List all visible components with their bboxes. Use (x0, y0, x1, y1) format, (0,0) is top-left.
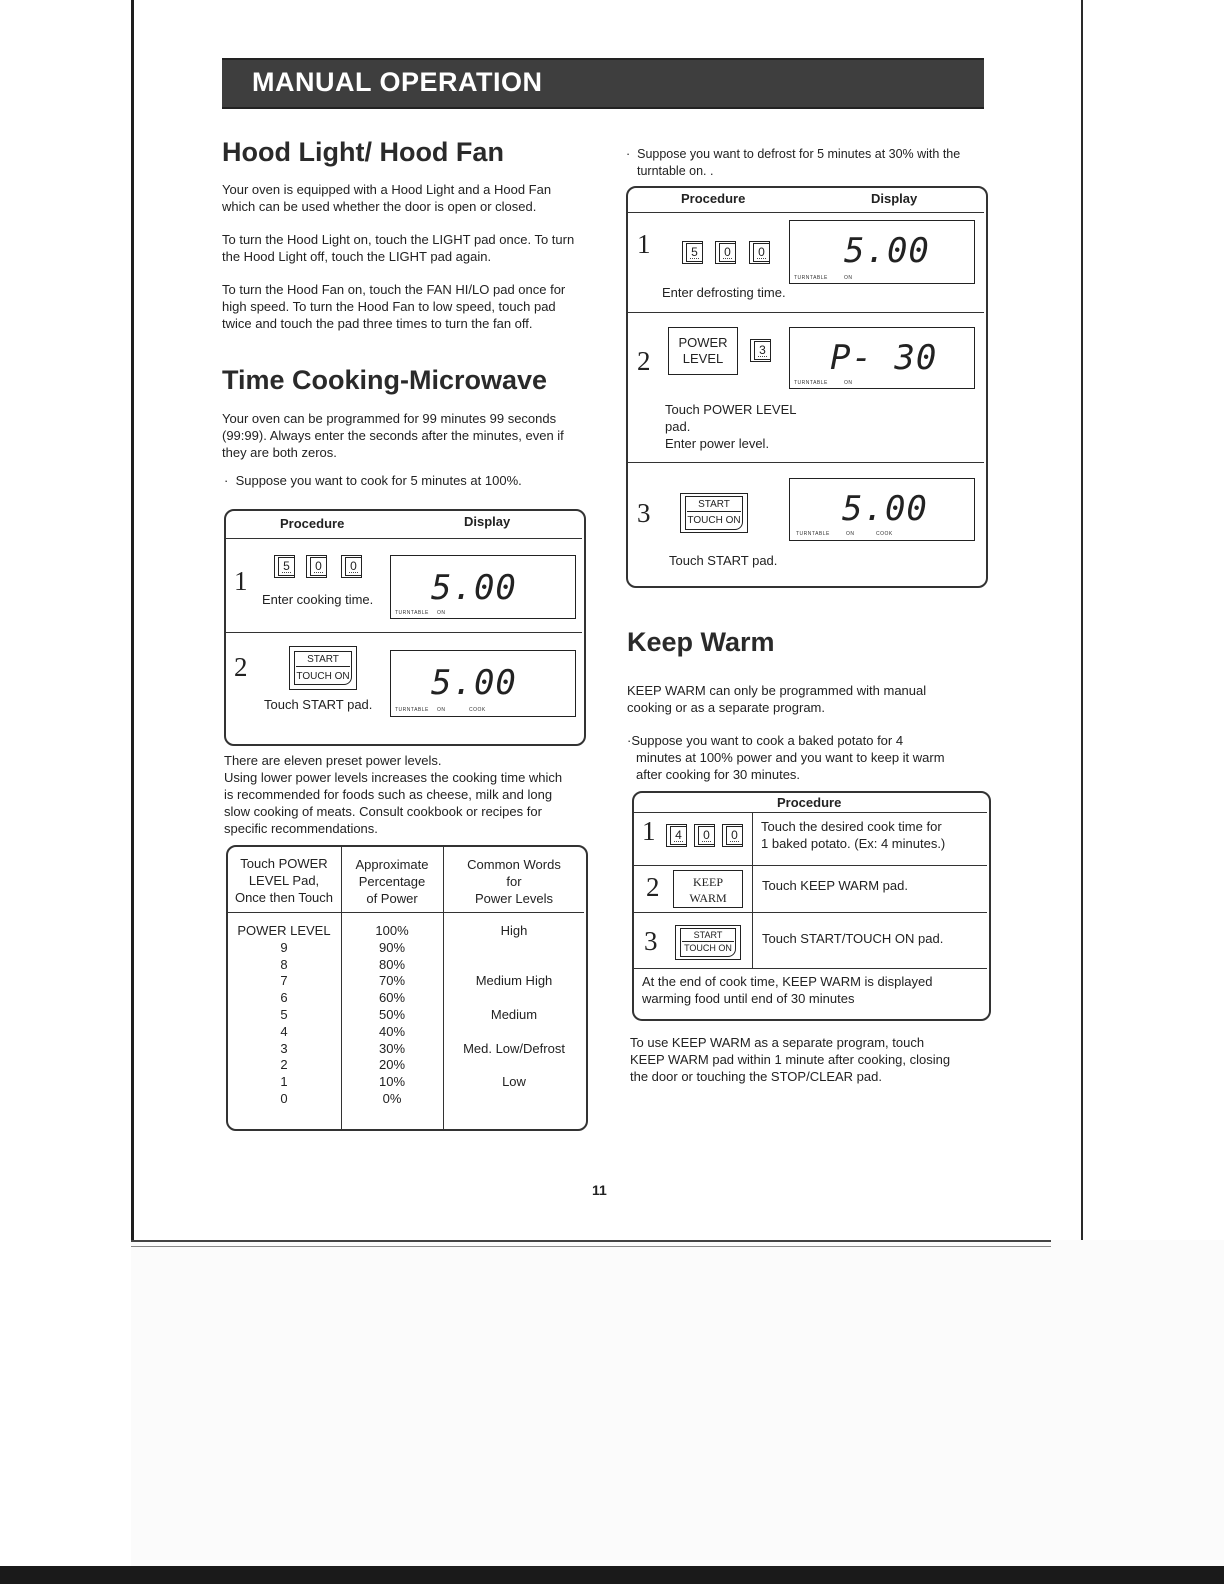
text-line: KEEP WARM pad within 1 minute after cooking, closing (630, 1052, 951, 1067)
text-line: To turn the Hood Light on, touch the LIGHT pad once. To turn (222, 232, 575, 247)
table-cell-level: 8 (280, 956, 288, 972)
keep-warm-heading: Keep Warm (627, 627, 775, 657)
scan-page-edge (131, 1240, 1051, 1242)
key-label: 0 (758, 245, 765, 259)
key-label: 0 (315, 559, 322, 573)
divider (628, 212, 984, 213)
text-line: Suppose you want to defrost for 5 minutes at 30% with the (637, 147, 961, 161)
table-cell-level: 3 (280, 1040, 288, 1056)
table-cell-level: 6 (280, 990, 288, 1006)
table-cell-level: POWER LEVEL (237, 923, 331, 938)
oven-display (789, 327, 975, 389)
pad-frame (680, 928, 736, 957)
table-cell-percentage: 80% (378, 956, 406, 972)
key-frame (722, 824, 743, 847)
power-levels-paragraph (224, 752, 586, 837)
step-number: 2 (646, 872, 660, 902)
table-cell-word: Medium (490, 1007, 538, 1022)
key-label: 0 (703, 828, 710, 842)
key-label: 5 (283, 559, 290, 573)
step-number: 2 (637, 346, 651, 376)
text-line: (99:99). Always enter the seconds after the minutes, even if (222, 428, 564, 443)
keep-warm-paragraph-1 (627, 682, 989, 716)
text-line: warming food until end of 30 minutes (642, 991, 855, 1006)
procedure-header: Procedure (777, 795, 842, 810)
procedure-header: Procedure (280, 516, 345, 531)
table-cell-level: 0 (280, 1090, 288, 1106)
text-line: Your oven is equipped with a Hood Light and a Hood Fan (222, 182, 552, 197)
keep-warm-example (627, 732, 989, 783)
key-frame (306, 555, 327, 578)
text-line: the Hood Light off, touch the LIGHT pad again. (222, 249, 492, 264)
procedure-header: Procedure (681, 191, 746, 206)
text-line: Suppose you want to cook a baked potato for 4 (631, 733, 904, 748)
start-label: START (296, 653, 350, 667)
table-cell-percentage: 50% (378, 1006, 406, 1022)
indicator-turntable: TURNTABLE (796, 531, 830, 537)
table-cell-percentage: 20% (378, 1057, 406, 1073)
start-touch-on-pad (289, 646, 357, 690)
power-label: POWER (678, 335, 728, 350)
scan-left-edge (0, 0, 134, 1584)
hood-heading: Hood Light/ Hood Fan (222, 137, 504, 167)
text-line: twice and touch the pad three times to turn the fan off. (222, 316, 533, 331)
table-cell-word: Low (502, 1074, 526, 1090)
start-label: START (687, 498, 741, 512)
common-words-column (444, 923, 584, 1113)
time-cooking-heading: Time Cooking-Microwave (222, 365, 548, 395)
oven-display (789, 478, 975, 541)
display-value: P- 30 (830, 338, 938, 378)
oven-display (390, 555, 576, 619)
indicator-turntable: TURNTABLE (794, 275, 828, 281)
step-number: 2 (234, 652, 248, 682)
table-cell-level: 7 (280, 973, 288, 989)
text-line: high speed. To turn the Hood Fan to low speed, touch pad (222, 299, 556, 314)
pad-frame (685, 496, 743, 530)
keep-warm-pad (673, 870, 743, 908)
pad-frame (294, 651, 352, 685)
keep-warm-note (642, 973, 932, 1007)
key-frame (749, 241, 770, 264)
indicator-on: ON (846, 531, 855, 537)
page-number: 11 (592, 1182, 607, 1198)
table-header-touch (228, 855, 340, 906)
bullet-icon: · (626, 147, 638, 161)
time-cooking-example (224, 472, 594, 489)
keep-warm-paragraph-2 (630, 1034, 990, 1085)
keep-label: KEEP (693, 875, 723, 889)
table-cell-percentage: 90% (378, 939, 406, 955)
text-line: Touch POWER (240, 856, 328, 871)
key-frame (715, 241, 736, 264)
table-cell-word: High (500, 923, 528, 938)
text-line: 1 baked potato. (Ex: 4 minutes.) (761, 836, 946, 851)
text-line: which can be used whether the door is open or closed. (222, 199, 537, 214)
indicator-cook: COOK (876, 531, 893, 537)
text-line: Percentage (358, 874, 426, 889)
step-caption: Touch START pad. (264, 697, 373, 712)
key-label: 0 (350, 559, 357, 573)
display-value: 5.00 (431, 663, 517, 703)
text-line: Touch POWER LEVEL (665, 402, 797, 417)
text-line: cooking or as a separate program. (627, 700, 825, 715)
step-number: 3 (637, 498, 651, 528)
text-line: the door or touching the STOP/CLEAR pad. (630, 1069, 882, 1084)
display-value: 5.00 (842, 489, 928, 529)
text-line: turntable on. . (637, 164, 714, 178)
text-line: To turn the Hood Fan on, touch the FAN HI/LO pad once for (222, 282, 566, 297)
step-text: Touch START/TOUCH ON pad. (762, 931, 944, 946)
key-label: 0 (724, 245, 731, 259)
start-touch-on-pad (680, 493, 748, 533)
table-cell-percentage: 60% (378, 990, 406, 1006)
step-number: 1 (637, 229, 651, 259)
hood-paragraph-2 (222, 231, 592, 265)
step-caption: Enter defrosting time. (662, 285, 786, 300)
text-line: after cooking for 30 minutes. (636, 767, 801, 782)
divider (226, 538, 582, 539)
section-banner (222, 58, 984, 109)
key-frame (750, 339, 771, 362)
key-label: 3 (759, 343, 766, 357)
divider (634, 912, 987, 913)
touch-on-label: TOUCH ON (684, 943, 732, 953)
power-level-pad (668, 327, 738, 375)
step-caption (665, 401, 797, 452)
indicator-turntable: TURNTABLE (395, 610, 429, 616)
time-cooking-paragraph (222, 410, 592, 461)
step-number: 1 (234, 566, 248, 596)
text-line: Enter power level. (665, 436, 770, 451)
text-line: is recommended for foods such as cheese, milk and long (224, 787, 553, 802)
divider (634, 865, 987, 866)
display-value: 5.00 (844, 231, 930, 271)
scan-bottom-bar (0, 1566, 1224, 1584)
text-line: of Power (366, 891, 418, 906)
example-text: Suppose you want to cook for 5 minutes at 100%. (235, 473, 522, 488)
table-cell-level: 1 (280, 1074, 288, 1090)
display-header: Display (871, 191, 918, 206)
start-touch-on-pad (675, 925, 741, 960)
power-level-column (228, 923, 340, 1108)
bullet-icon: · (627, 733, 632, 748)
text-line: KEEP WARM can only be programmed with manual (627, 683, 927, 698)
hood-paragraph-3 (222, 281, 592, 332)
bullet-icon: · (224, 473, 236, 488)
table-cell-word: Medium High (475, 973, 553, 989)
scan-bottom-area (131, 1240, 1224, 1584)
text-line: Power Levels (474, 891, 554, 906)
indicator-on: ON (437, 610, 446, 616)
level-label: LEVEL (682, 351, 724, 366)
text-line: slow cooking of meats. Consult cookbook or recipes for (224, 804, 542, 819)
table-header-words (444, 856, 584, 907)
text-line: Approximate (355, 857, 429, 872)
indicator-on: ON (437, 707, 446, 713)
text-line: To use KEEP WARM as a separate program, touch (630, 1035, 925, 1050)
table-cell-percentage: 100% (375, 923, 409, 938)
oven-display (390, 650, 576, 717)
divider (226, 632, 582, 633)
text-line: they are both zeros. (222, 445, 337, 460)
text-line: pad. (665, 419, 691, 434)
text-line: There are eleven preset power levels. (224, 753, 442, 768)
indicator-turntable: TURNTABLE (794, 380, 828, 386)
key-label: 5 (691, 245, 698, 259)
hood-paragraph-1 (222, 181, 592, 215)
touch-on-label: TOUCH ON (687, 515, 741, 526)
indicator-on: ON (844, 380, 853, 386)
table-cell-percentage: 70% (378, 973, 406, 989)
indicator-on: ON (844, 275, 853, 281)
table-cell-percentage: 0% (382, 1090, 402, 1106)
table-cell-percentage: 40% (378, 1023, 406, 1039)
display-value: 5.00 (431, 568, 517, 608)
oven-display (789, 220, 975, 284)
display-header: Display (464, 514, 511, 529)
table-cell-level: 5 (280, 1006, 288, 1022)
text-line: minutes at 100% power and you want to keep it warm (636, 750, 945, 765)
key-frame (274, 555, 295, 578)
text-line: At the end of cook time, KEEP WARM is displayed (642, 974, 933, 989)
text-line: Common Words (467, 857, 561, 872)
banner-title: MANUAL OPERATION (252, 67, 543, 97)
divider (634, 812, 987, 813)
touch-on-label: TOUCH ON (296, 671, 350, 682)
warm-label: WARM (689, 891, 727, 905)
key-label: 0 (731, 828, 738, 842)
key-frame (682, 241, 703, 264)
table-cell-level: 2 (280, 1057, 288, 1073)
defrost-example (626, 146, 988, 180)
header-divider (228, 912, 584, 913)
step-caption: Touch START pad. (669, 553, 778, 568)
text-line: Once then Touch (234, 890, 334, 905)
indicator-turntable: TURNTABLE (395, 707, 429, 713)
divider (628, 312, 984, 313)
scan-page-edge-shadow (131, 1246, 1051, 1247)
divider (628, 462, 984, 463)
table-cell-level: 4 (280, 1023, 288, 1039)
step-text (761, 818, 945, 852)
column-divider (752, 812, 753, 968)
scan-right-edge (1081, 0, 1083, 1250)
text-line: Using lower power levels increases the cooking time which (224, 770, 563, 785)
table-cell-percentage: 10% (378, 1074, 406, 1090)
step-number: 3 (644, 926, 658, 956)
divider (634, 968, 987, 969)
step-caption: Enter cooking time. (262, 592, 374, 607)
text-line: Your oven can be programmed for 99 minutes 99 seconds (222, 411, 557, 426)
key-frame (694, 824, 715, 847)
text-line: for (506, 874, 522, 889)
step-text: Touch KEEP WARM pad. (762, 878, 908, 893)
key-label: 4 (675, 828, 682, 842)
text-line: specific recommendations. (224, 821, 378, 836)
step-number: 1 (642, 816, 656, 846)
text-line: LEVEL Pad, (248, 873, 320, 888)
percentage-column (342, 923, 442, 1108)
text-line: Touch the desired cook time for (761, 819, 942, 834)
table-cell-level: 9 (280, 939, 288, 955)
table-cell-percentage: 30% (378, 1040, 406, 1056)
start-label: START (682, 930, 734, 942)
table-cell-word: Med. Low/Defrost (463, 1040, 565, 1056)
table-header-percentage (342, 856, 442, 907)
key-frame (341, 555, 362, 578)
key-frame (666, 824, 687, 847)
indicator-cook: COOK (469, 707, 486, 713)
